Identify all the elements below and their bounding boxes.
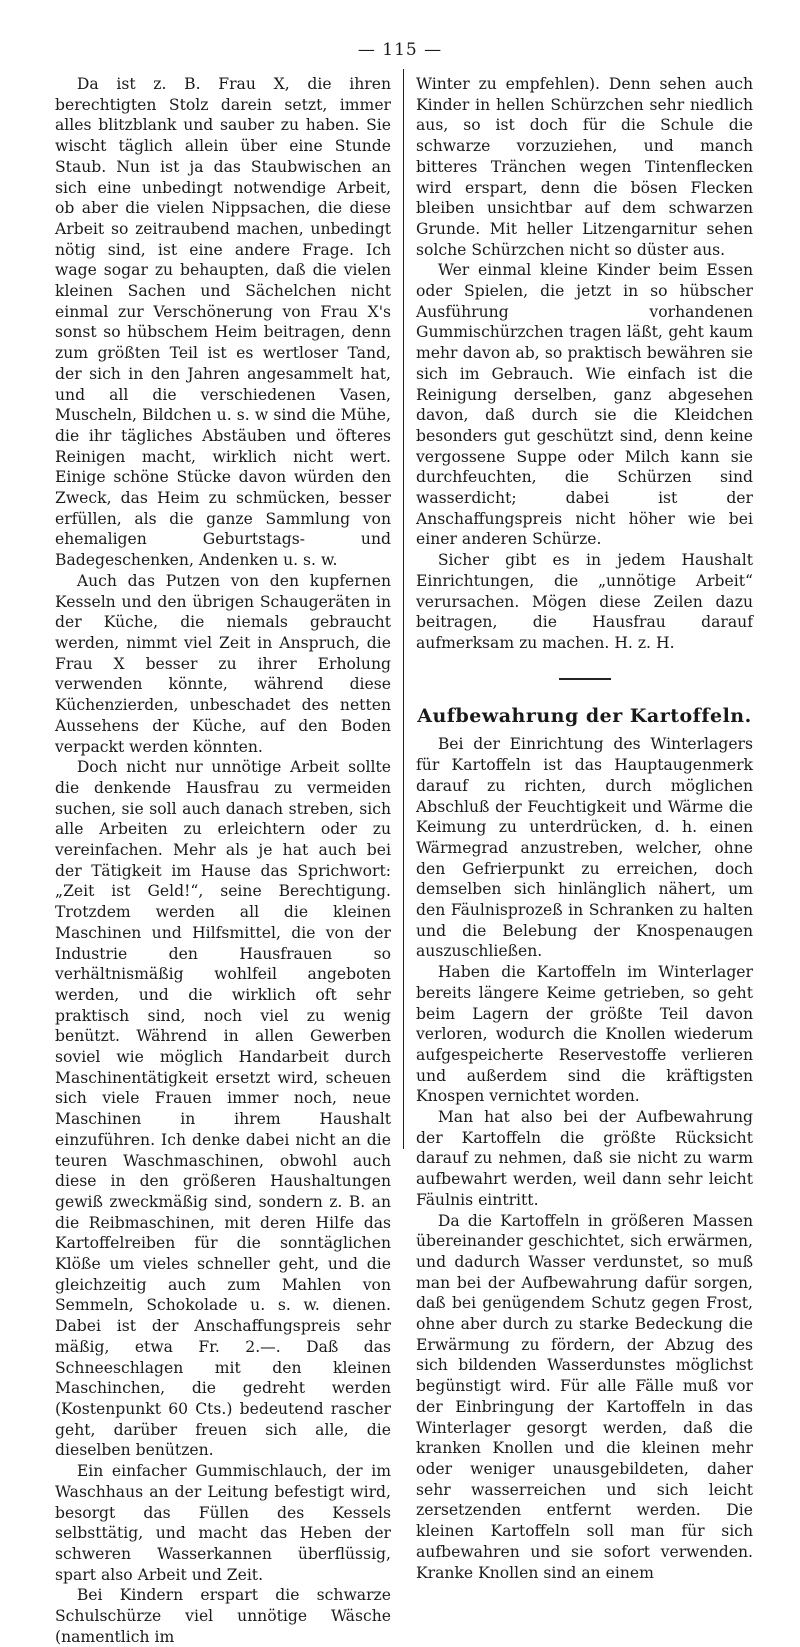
paragraph: Bei Kindern erspart die schwarze Schulschürze viel unnötige Wäsche (namentlich im [55, 1586, 391, 1646]
paragraph: Sicher gibt es in jedem Haushalt Einrichtungen, die „unnötige Arbeit“ verursachen. Mögen diese Zeilen dazu beitragen, die Hausfrau darauf aufmerksam zu machen. H. z. H. [416, 551, 753, 652]
right-column [416, 74, 753, 1583]
paragraph-continuation: Winter zu empfehlen). Denn sehen auch Kinder in hellen Schürzchen sehr niedlich aus, so ist doch für die Schule die schwarze vorzuziehen, und manch bitteres Tränchen wegen Tintenflecken wird erspart, denn die bösen Flecken bleiben unsichtbar auf dem schwarzen Grunde. Mit heller Litzengarnitur sehen solche Schürzchen nicht so düster aus. [416, 75, 753, 259]
paragraph: Haben die Kartoffeln im Winterlager bereits längere Keime getrieben, so geht beim Lagern der größte Teil davon verloren, wodurch die Knollen wiederum aufgespeicherte Reservestoffe verlieren und außerdem sind die kräftigsten Knospen vernichtet worden. [416, 963, 753, 1106]
paragraph: Da ist z. B. Frau X, die ihren berechtigten Stolz darein setzt, immer alles blitzblank und sauber zu haben. Sie wischt täglich allein über eine Stunde Staub. Nun ist ja das Staubwischen an sich eine unbedingt notwendige Arbeit, ob aber die vielen Nippsachen, die diese Arbeit so zeitraubend machen, unbedingt nötig sind, ist eine andere Frage. Ich wage sogar zu behaupten, daß die vielen kleinen Sachen und Sächelchen nicht einmal zur Verschönerung von Frau X's sonst so hübschem Heim beitragen, denn zum größten Teil ist es wertloser Tand, der sich in den Jahren angesammelt hat, und all die verschiedenen Vasen, Muscheln, Bildchen u. s. w sind die Mühe, die ihr tägliches Abstäuben und öfteres Reinigen macht, wirklich nicht wert. Einige schöne Stücke davon würden den Zweck, das Heim zu schmücken, besser erfüllen, als die ganze Sammlung von ehemaligen Geburtstags- und Badegeschenken, Andenken u. s. w. [55, 75, 391, 570]
paragraph: Bei der Einrichtung des Winterlagers für Kartoffeln ist das Hauptaugenmerk darauf zu richten, durch möglichen Abschluß der Feuchtigkeit und Wärme die Keimung zu unterdrücken, d. h. einen Wärmegrad anzustreben, welcher, ohne den Gefrierpunkt zu erreichen, doch demselben sich hinlänglich nähert, um den Fäulnisprozeß in Schranken zu halten und die Belebung der Knospenaugen auszuschließen. [416, 735, 753, 961]
paragraph: Wer einmal kleine Kinder beim Essen oder Spielen, die jetzt in so hübscher Ausführung vorhandenen Gummischürzchen tragen läßt, geht kaum mehr davon ab, so praktisch bewähren sie sich im Gebrauch. Wie einfach ist die Reinigung derselben, ganz abgesehen davon, daß durch sie die Kleidchen besonders gut geschützt sind, denn keine vergossene Suppe oder Milch kann sie durchfeuchten, die Schürzen sind wasserdicht; dabei ist der Anschaffungspreis nicht höher wie bei einer anderen Schürze. [416, 261, 753, 549]
page-number: — 115 — [357, 40, 443, 60]
paragraph: Man hat also bei der Aufbewahrung der Kartoffeln die größte Rücksicht darauf zu nehmen, daß sie nicht zu warm aufbewahrt werden, weil dann sehr leicht Fäulnis eintritt. [416, 1108, 753, 1209]
paragraph: Ein einfacher Gummischlauch, der im Waschhaus an der Leitung befestigt wird, besorgt das Füllen des Kessels selbsttätig, und macht das Heben der schweren Wasserkannen überflüssig, spart also Arbeit und Zeit. [55, 1462, 391, 1584]
paragraph: Da die Kartoffeln in größeren Massen übereinander geschichtet, sich erwärmen, und dadurch Wasser verdunstet, so muß man bei der Aufbewahrung dafür sorgen, daß bei genügendem Schutz gegen Frost, ohne aber durch zu starke Bedeckung die Erwärmung zu fördern, der Abzug des sich bildenden Wasserdunstes möglichst begünstigt wird. Für alle Fälle muß vor der Einbringung der Kartoffeln in das Winterlager gesorgt werden, daß die kranken Knollen und die kleinen mehr oder weniger unausgebildeten, daher sehr wasserreichen und sich leicht zersetzenden entfernt werden. Die kleinen Kartoffeln soll man für sich aufbewahren und sie sofort verwenden. Kranke Knollen sind an einem [416, 1211, 753, 1582]
column-rule [403, 69, 404, 1149]
paragraph: Auch das Putzen von den kupfernen Kesseln und den übrigen Schaugeräten in der Küche, die niemals gebraucht werden, nimmt viel Zeit in Anspruch, die Frau X besser zu ihrer Erholung verwenden könnte, während diese Küchenzierden, unbeschadet des netten Aussehens der Küche, auf den Boden verpackt werden könnten. [55, 571, 391, 756]
section-heading: Aufbewahrung der Kartoffeln. [417, 704, 752, 727]
left-column [55, 74, 391, 1647]
paragraph: Doch nicht nur unnötige Arbeit sollte die denkende Hausfrau zu vermeiden suchen, sie soll auch danach streben, sich alle Arbeiten zu erleichtern oder zu vereinfachen. Mehr als je hat auch bei der Tätigkeit im Hause das Sprichwort: „Zeit ist Geld!“, seine Berechtigung. Trotzdem werden all die kleinen Maschinen und Hilfsmittel, die von der Industrie den Hausfrauen so verhältnismäßig wohlfeil angeboten werden, und die wirklich oft sehr praktisch sind, noch viel zu wenig benützt. Während in allen Gewerben soviel wie möglich Handarbeit durch Maschinentätigkeit ersetzt wird, scheuen sich viele Frauen immer noch, neue Maschinen in ihrem Haushalt einzuführen. Ich denke dabei nicht an die teuren Waschmaschinen, obwohl auch diese in den größeren Haushaltungen gewiß zweckmäßig sind, sondern z. B. an die Reibmaschinen, mit deren Hilfe das Kartoffelreiben für die sonntäglichen Klöße um vieles schneller geht, und die gleichzeitig auch zum Mahlen von Semmeln, Schokolade u. s. w. dienen. Dabei ist der Anschaffungspreis sehr mäßig, etwa Fr. 2.—. Daß das Schneeschlagen mit den kleinen Maschinchen, die gedreht werden (Kostenpunkt 60 Cts.) bedeutend rascher geht, darüber freuen sich alle, die dieselben benützen. [55, 758, 391, 1460]
section-divider [559, 678, 611, 680]
